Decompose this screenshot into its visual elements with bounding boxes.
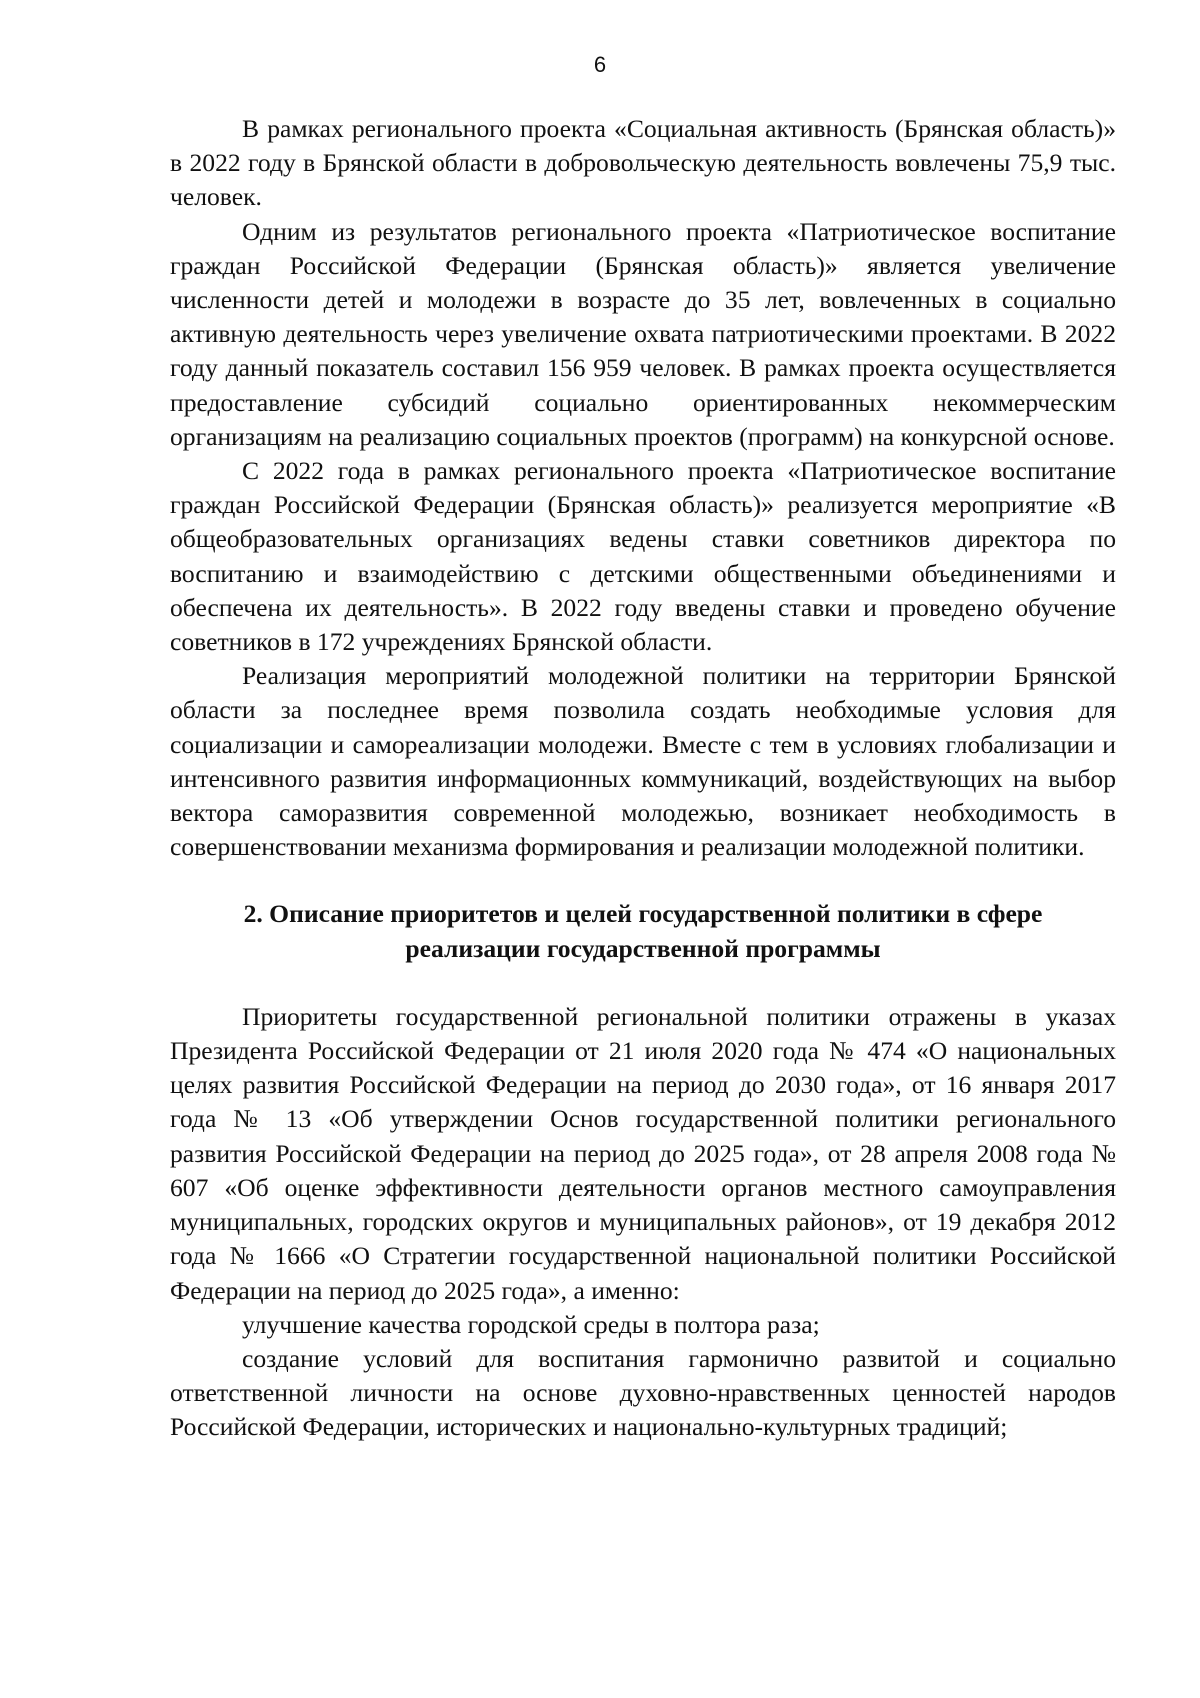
paragraph-youth-policy-summary: Реализация мероприятий молодежной политики на территории Брянской области за последнее время позволила создать необходимые условия для социализации и самореализации молодежи. Вместе с тем в условиях глобализации и интенсивного развития информационных коммуникаций, воздействующих на выбор вектора саморазвития современной молодежью, возникает необходимость в совершенствовании механизма формирования и реализации молодежной политики. [170, 661, 1116, 862]
paragraph-priorities-decrees: Приоритеты государственной региональной политики отражены в указах Президента Российской Федерации от 21 июля 2020 года № 474 «О национальных целях развития Российской Федерации на период до 2030 года», от 16 января 2017 года № 13 «Об утверждении Основ государственной политики регионального развития Российской Федерации на период до 2025 года», от 28 апреля 2008 года № 607 «Об оценке эффективности деятельности органов местного самоуправления муниципальных, городских округов и муниципальных районов», от 19 декабря 2012 года № 1666 «О Стратегии государственной национальной политики Российской Федерации на период до 2025 года», а именно: [170, 1001, 1116, 1305]
list-item-personal-development: создание условий для воспитания гармонично развитой и социально ответственной личности на основе духовно-нравственных ценностей народов Российской Федерации, исторических и национально-культурных традиций; [170, 1343, 1116, 1442]
paragraph-volunteer-activity: В рамках регионального проекта «Социальная активность (Брянская область)» в 2022 году в Брянской области в добровольческую деятельность вовлечены 75,9 тыс. человек. [170, 114, 1116, 212]
page-number: 6 [593, 52, 607, 77]
paragraph-school-advisors: С 2022 года в рамках регионального проекта «Патриотическое воспитание граждан Российской Федерации (Брянская область)» реализуется мероприятие «В общеобразовательных организациях ведены ставки советников директора по воспитанию и взаимодействию с детскими общественными объединениями и обеспечена их деятельность». В 2022 году введены ставки и проведено обучение советников в 172 учреждениях Брянской области. [170, 456, 1116, 657]
section-heading: 2. Описание приоритетов и целей государственной политики в сфере реализации государственной программы [243, 899, 1043, 963]
document-body [170, 112, 1116, 1445]
list-item-urban-environment: улучшение качества городской среды в полтора раза; [242, 1309, 820, 1339]
paragraph-patriotic-education-results: Одним из результатов регионального проекта «Патриотическое воспитание граждан Российской Федерации (Брянская область)» является увеличение численности детей и молодежи в возрасте до 35 лет, вовлеченных в социально активную деятельность через увеличение охвата патриотическими проектами. В 2022 году данный показатель составил 156 959 человек. В рамках проекта осуществляется предоставление субсидий социально ориентированных некоммерческим организациям на реализацию социальных проектов (программ) на конкурсной основе. [170, 216, 1116, 451]
